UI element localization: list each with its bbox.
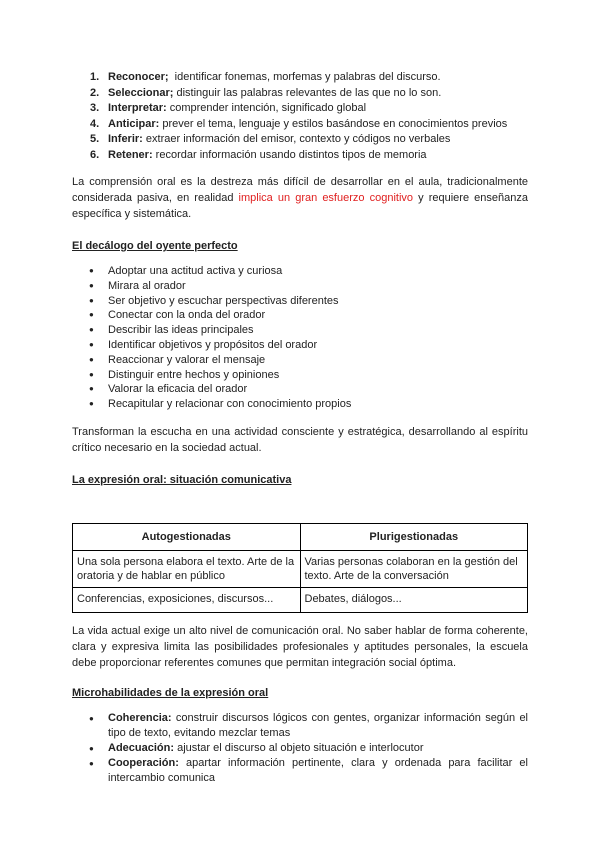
table-cell: Conferencias, exposiciones, discursos... bbox=[73, 587, 301, 612]
table-cell: Debates, diálogos... bbox=[300, 587, 528, 612]
list-item: ● Distinguir entre hechos y opiniones bbox=[72, 368, 528, 383]
list-item: ● Adoptar una actitud activa y curiosa bbox=[72, 264, 528, 279]
list-item bbox=[72, 70, 528, 86]
list-item: ● Valorar la eficacia del orador bbox=[72, 382, 528, 397]
microhabilidades-list bbox=[72, 711, 528, 786]
decalogo-list bbox=[72, 264, 528, 412]
list-item bbox=[72, 117, 528, 133]
list-text: apartar información pertinente, clara y ordenada para facilitar el intercambio comunica bbox=[108, 756, 528, 784]
paragraph-text: La comprensión oral es la destreza más difícil de desarrollar en el aula, tradicionalmente considerada pasiva, en realidad bbox=[72, 176, 528, 204]
section-heading-microhabilidades: Microhabilidades de la expresión oral bbox=[72, 686, 269, 699]
table-cell: Varias personas colaboran en la gestión del texto. Arte de la conversación bbox=[300, 550, 528, 587]
list-number: 3. bbox=[90, 102, 100, 114]
list-item bbox=[72, 756, 528, 786]
list-item: ● Recapitular y relacionar con conocimiento propios bbox=[72, 397, 528, 412]
list-item: ● Reaccionar y valorar el mensaje bbox=[72, 353, 528, 368]
list-item: ● Ser objetivo y escuchar perspectivas diferentes bbox=[72, 294, 528, 309]
list-text: comprender intención, significado global bbox=[166, 102, 367, 114]
comprehension-steps-list bbox=[72, 70, 528, 163]
document-page bbox=[72, 70, 528, 786]
table-header: Autogestionadas bbox=[73, 523, 301, 550]
list-text: distinguir las palabras relevantes de las que no lo son. bbox=[173, 86, 442, 99]
list-item bbox=[72, 132, 528, 148]
list-term: Interpretar: bbox=[108, 102, 167, 114]
table-header-row bbox=[73, 523, 528, 550]
list-term: Reconocer; bbox=[108, 71, 169, 83]
paragraph-text: y requiere enseñanza específica y sistemática. bbox=[72, 192, 529, 220]
table-row bbox=[73, 550, 528, 587]
list-item: ● Identificar objetivos y propósitos del orador bbox=[72, 338, 528, 353]
list-item bbox=[72, 741, 528, 756]
list-text: construir discursos lógicos con gentes, organizar información según el tipo de texto, evitando mezclar temas bbox=[108, 711, 528, 739]
list-number: 4. bbox=[90, 117, 100, 130]
list-text: prever el tema, lenguaje y estilos basándose en conocimientos previos bbox=[159, 117, 508, 130]
highlighted-text: implica un gran esfuerzo cognitivo bbox=[238, 192, 414, 204]
list-number: 2. bbox=[90, 86, 100, 99]
comprehension-paragraph bbox=[72, 174, 528, 222]
list-term: Anticipar: bbox=[108, 117, 160, 130]
list-item: ● Conectar con la onda del orador bbox=[72, 308, 528, 323]
expression-paragraph: La vida actual exige un alto nivel de comunicación oral. No saber hablar de forma coherente, clara y expresiva limita las posibilidades profesionales y aptitudes personales, la escuela debe proporcionar referentes comunes que permitan integración social óptima. bbox=[72, 624, 528, 669]
list-item: ● Mirara al orador bbox=[72, 279, 528, 294]
list-number: 1. bbox=[90, 71, 100, 83]
list-term: Coherencia: bbox=[108, 711, 172, 724]
table-header: Plurigestionadas bbox=[300, 523, 528, 550]
table-row bbox=[73, 587, 528, 612]
list-term: Retener: bbox=[108, 148, 153, 161]
listening-paragraph: Transforman la escucha en una actividad consciente y estratégica, desarrollando al espíritu crítico necesario en la sociedad actual. bbox=[72, 425, 528, 454]
list-text: ajustar el discurso al objeto situación e interlocutor bbox=[174, 741, 424, 754]
list-item bbox=[72, 711, 528, 741]
list-item: ● Describir las ideas principales bbox=[72, 323, 528, 338]
section-heading-decalogo: El decálogo del oyente perfecto bbox=[72, 240, 238, 252]
communication-table bbox=[72, 523, 528, 613]
list-number: 5. bbox=[90, 133, 100, 145]
list-item bbox=[72, 86, 528, 102]
list-item bbox=[72, 148, 528, 164]
list-text: identificar fonemas, morfemas y palabras del discurso. bbox=[168, 71, 441, 83]
list-term: Cooperación: bbox=[108, 756, 179, 769]
list-item bbox=[72, 101, 528, 117]
list-text: extraer información del emisor, contexto y códigos no verbales bbox=[142, 133, 451, 145]
section-heading-expresion: La expresión oral: situación comunicativa bbox=[72, 473, 292, 486]
table-cell: Una sola persona elabora el texto. Arte de la oratoria y de hablar en público bbox=[73, 550, 301, 587]
list-term: Seleccionar; bbox=[108, 86, 174, 99]
list-term: Inferir: bbox=[108, 133, 143, 145]
list-number: 6. bbox=[90, 148, 100, 161]
list-term: Adecuación: bbox=[108, 741, 175, 754]
list-text: recordar información usando distintos tipos de memoria bbox=[152, 148, 427, 161]
